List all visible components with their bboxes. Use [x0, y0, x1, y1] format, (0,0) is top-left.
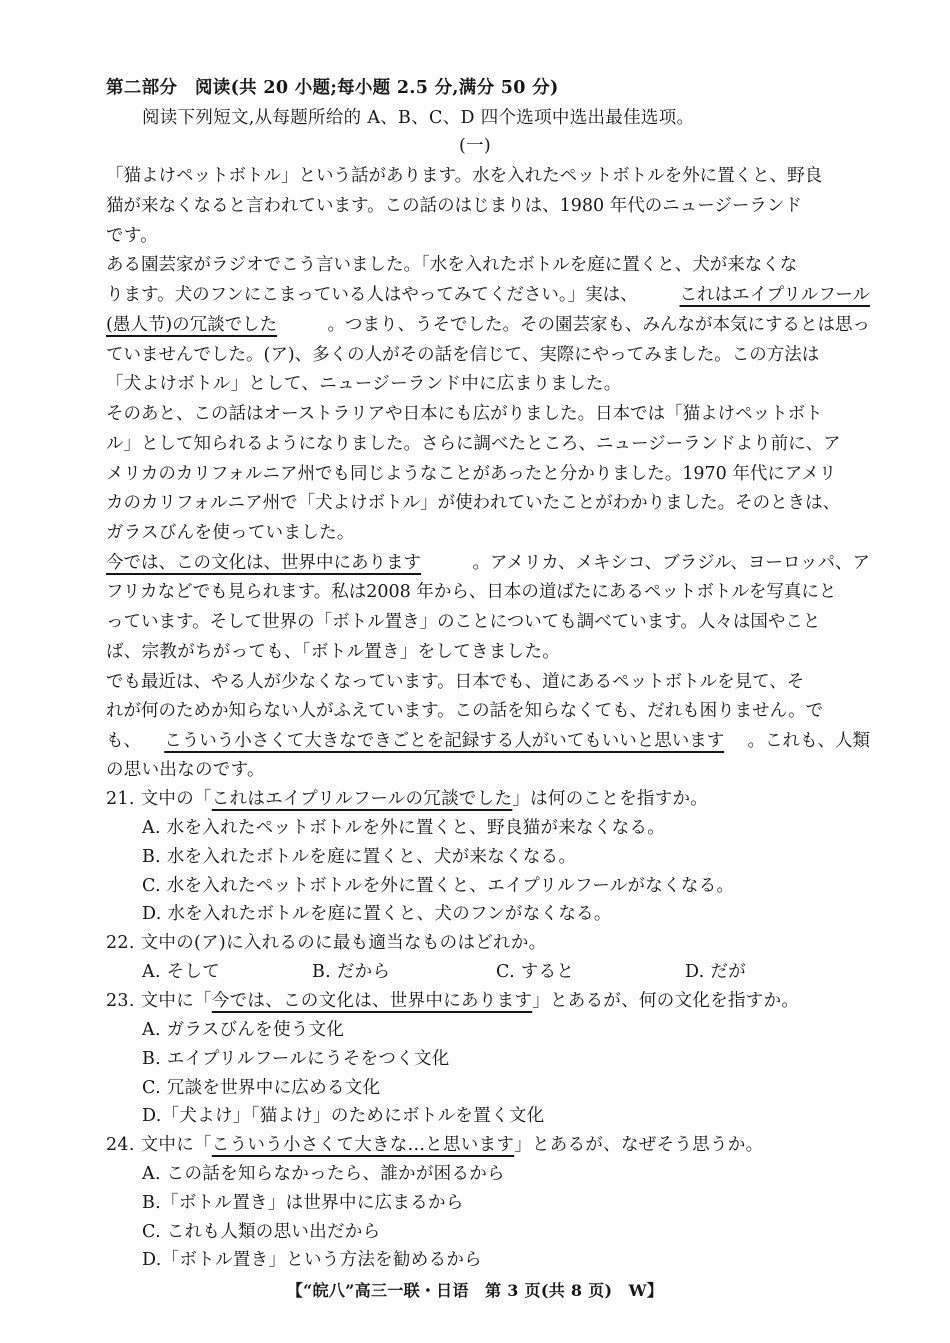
question-21-option-d: D. 水を入れたボトルを庭に置くと、犬のフンがなくなる。 [142, 904, 612, 924]
passage-line: ル」として知られるようになりました。さらに調べたところ、ニュージーランドより前に、ア [106, 434, 841, 454]
question-24-stem: 24. 文中に「こういう小さくて大きな...と思います」とあるが、なぜそう思うか。 [106, 1135, 764, 1155]
passage-line: フリカなどでも見られます。私は2008 年から、日本の道ばたにあるペットボトルを写真にと [106, 582, 837, 602]
section-heading: 第二部分 阅读(共 20 小题;每小题 2.5 分,满分 50 分) [106, 78, 559, 98]
passage-line: ていませんでした。(ア)、多くの人がその話を信じて、実際にやってみました。この方法は [106, 345, 820, 365]
passage-line: そのあと、この話はオーストラリアや日本にも広がりました。日本では「猫よけペットボト [106, 404, 823, 424]
passage-line: 「犬よけボトル」として、ニュージーランド中に広まりました。 [106, 374, 622, 394]
passage-line: です。 [106, 226, 158, 246]
question-21-option-c: C. 水を入れたペットボトルを外に置くと、エイプリルフールがなくなる。 [142, 876, 735, 896]
passage-line: でも最近は、やる人が少なくなっています。日本でも、道にあるペットボトルを見て、そ [106, 672, 805, 692]
passage-line: 「猫よけペットボトル」という話があります。水を入れたペットボトルを外に置くと、野良 [106, 166, 823, 186]
passage-line: ります。犬のフンにこまっている人はやってみてください。」実は、 これはエイプリルフール [106, 285, 870, 305]
underlined-phrase: (愚人节)の冗談でした [106, 315, 278, 335]
section-instruction: 阅读下列短文,从每题所给的 A、B、C、D 四个选项中选出最佳选项。 [142, 108, 695, 128]
passage-line: 猫が来なくなると言われています。この話のはじまりは、1980 年代のニュージーランド [106, 196, 802, 216]
passage-line: (愚人节)の冗談でした 。つまり、うそでした。その園芸家も、みんなが本気にするとは思っ [106, 315, 870, 335]
passage-line: の思い出なのです。 [106, 760, 265, 780]
passage-line: ガラスびんを使っていました。 [106, 523, 355, 543]
question-24-option-d: D.「ボトル置き」という方法を勧めるから [142, 1250, 482, 1270]
page-footer: 【“皖八”高三一联・日语 第 3 页(共 8 页) W】 [286, 1281, 664, 1300]
question-21-option-a: A. 水を入れたペットボトルを外に置くと、野良猫が来なくなる。 [142, 818, 666, 838]
question-23-option-b: B. エイプリルフールにうそをつく文化 [142, 1049, 450, 1069]
underlined-phrase: こういう小さくて大きなできごとを記録する人がいてもいいと思います [164, 731, 725, 751]
question-23-option-d: D.「犬よけ」「猫よけ」のためにボトルを置く文化 [142, 1106, 545, 1126]
passage-number: (一) [458, 136, 492, 156]
passage-line: メリカのカリフォルニア州でも同じようなことがあったと分かりました。1970 年代にアメリ [106, 464, 837, 484]
passage-line: カのカリフォルニア州で「犬よけボトル」が使われていたことがわかりました。そのときは、 [106, 493, 841, 513]
passage-line: っています。そして世界の「ボトル置き」のことについても調べています。人々は国やこと [106, 612, 821, 632]
question-21-option-b: B. 水を入れたボトルを庭に置くと、犬が来なくなる。 [142, 847, 577, 867]
question-22-option-c: C. すると [496, 962, 575, 982]
question-21-stem: 21. 文中の「これはエイプリルフールの冗談でした」は何のことを指すか。 [106, 789, 709, 809]
passage-line: ば、宗教がちがっても、「ボトル置き」をしてきました。 [106, 642, 561, 662]
passage-line: ある園芸家がラジオでこう言いました。「水を入れたボトルを庭に置くと、犬が来なくな [106, 255, 798, 275]
underlined-phrase: 今では、この文化は、世界中にあります [106, 553, 421, 573]
question-24-option-a: A. この話を知らなかったら、誰かが困るから [142, 1164, 505, 1184]
question-22-option-b: B. だから [312, 962, 391, 982]
question-23-option-a: A. ガラスびんを使う文化 [142, 1020, 345, 1040]
passage-line: 今では、この文化は、世界中にあります 。アメリカ、メキシコ、ブラジル、ヨーロッパ、ア [106, 553, 870, 573]
question-24-option-b: B.「ボトル置き」は世界中に広まるから [142, 1193, 464, 1213]
question-23-option-c: C. 冗談を世界中に広める文化 [142, 1078, 381, 1098]
passage-line: れが何のためか知らない人がふえています。この話を知らなくても、だれも困りません。で [106, 701, 824, 721]
question-24-option-c: C. これも人類の思い出だから [142, 1222, 381, 1242]
question-22-option-a: A. そして [142, 962, 221, 982]
question-22-option-d: D. だが [685, 962, 747, 982]
question-22-stem: 22. 文中の(ア)に入れるのに最も適当なものはどれか。 [106, 933, 547, 953]
passage-line: も、 こういう小さくて大きなできごとを記録する人がいてもいいと思います 。これも、人類 [106, 731, 870, 751]
underlined-phrase: これはエイプリルフール [679, 285, 870, 305]
question-23-stem: 23. 文中に「今では、この文化は、世界中にあります」とあるが、何の文化を指すか。 [106, 991, 800, 1011]
